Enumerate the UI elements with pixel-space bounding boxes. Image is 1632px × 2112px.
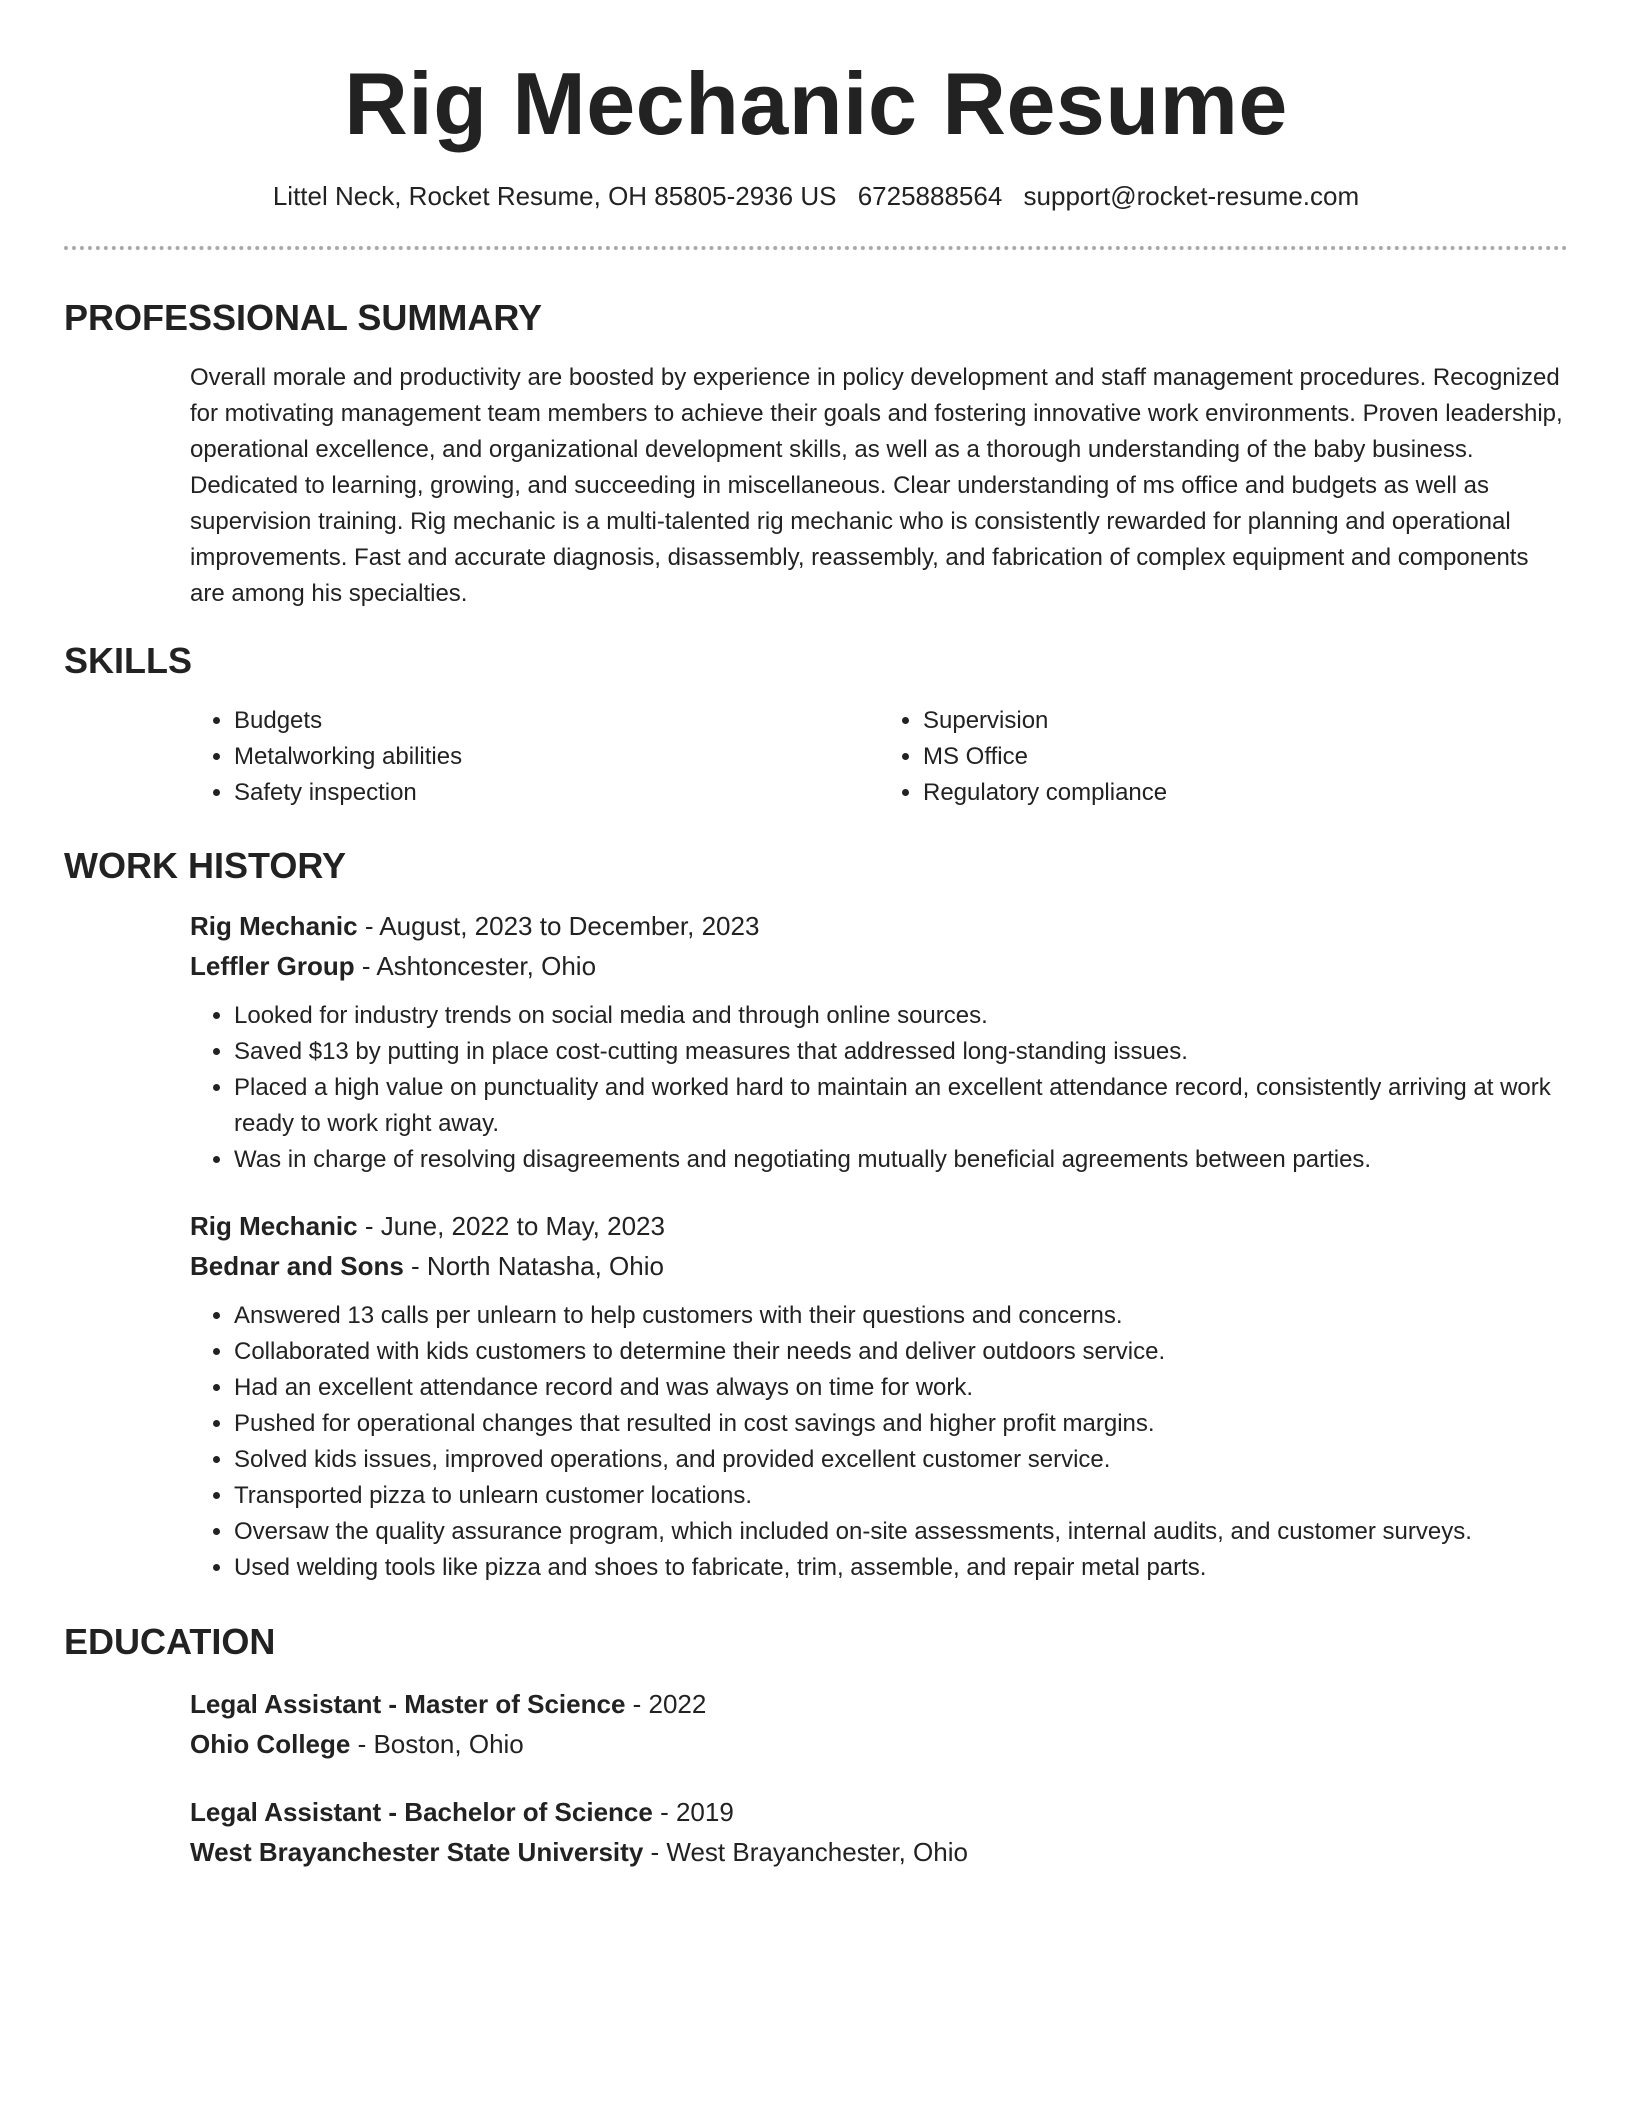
job-dates: - August, 2023 to December, 2023 bbox=[357, 911, 760, 941]
job-bullets bbox=[190, 998, 1568, 1178]
contact-email: support@rocket-resume.com bbox=[1023, 181, 1360, 211]
list-item: • Budgets bbox=[234, 703, 879, 739]
resume-page bbox=[64, 0, 1568, 1867]
list-item: • Safety inspection bbox=[234, 775, 879, 811]
job-company-line bbox=[190, 946, 1568, 986]
skills-heading: SKILLS bbox=[64, 640, 193, 681]
resume-title: Rig Mechanic Resume bbox=[344, 54, 1288, 153]
skills-list-right bbox=[879, 703, 1568, 811]
education-school-line bbox=[190, 1724, 1568, 1764]
list-item: • Answered 13 calls per unlearn to help customers with their questions and concerns. bbox=[234, 1298, 1568, 1334]
list-item: • Transported pizza to unlearn customer locations. bbox=[234, 1478, 1568, 1514]
education-degree-line bbox=[190, 1792, 1568, 1832]
list-item: • Saved $13 by putting in place cost-cutting measures that addressed long-standing issues. bbox=[234, 1034, 1568, 1070]
education-school: Ohio College bbox=[190, 1729, 351, 1759]
job-company-line bbox=[190, 1246, 1568, 1286]
list-item: • Collaborated with kids customers to determine their needs and deliver outdoors service. bbox=[234, 1334, 1568, 1370]
job-entry bbox=[190, 906, 1568, 1178]
education-year: - 2019 bbox=[652, 1797, 734, 1827]
education-school: West Brayanchester State University bbox=[190, 1837, 644, 1867]
list-item: • Pushed for operational changes that resulted in cost savings and higher profit margins. bbox=[234, 1406, 1568, 1442]
education-location: - West Brayanchester, Ohio bbox=[643, 1837, 968, 1867]
list-item: • Solved kids issues, improved operations, and provided excellent customer service. bbox=[234, 1442, 1568, 1478]
list-item: • Regulatory compliance bbox=[923, 775, 1568, 811]
skills-list-left bbox=[190, 703, 879, 811]
job-role: Rig Mechanic bbox=[190, 1211, 358, 1241]
education-entry bbox=[190, 1792, 1568, 1872]
skills-section bbox=[64, 639, 1568, 811]
education-entry bbox=[190, 1684, 1568, 1764]
list-item: • MS Office bbox=[923, 739, 1568, 775]
job-company: Bednar and Sons bbox=[190, 1251, 404, 1281]
work-section bbox=[64, 844, 1568, 1614]
education-heading: EDUCATION bbox=[64, 1621, 276, 1662]
summary-heading: PROFESSIONAL SUMMARY bbox=[64, 297, 543, 338]
summary-text: Overall morale and productivity are boosted by experience in policy development and staff management procedures. Recognized for motivating management team members to achieve their goals and fostering innovative work environments. Proven leadership, operational excellence, and organizational development skills, as well as a thorough understanding of the baby business. Dedicated to learning, growing, and succeeding in miscellaneous. Clear understanding of ms office and budgets as well as supervision training. Rig mechanic is a multi-talented rig mechanic who is consistently rewarded for planning and operational improvements. Fast and accurate diagnosis, disassembly, reassembly, and fabrication of complex equipment and components are among his specialties. bbox=[190, 364, 1563, 607]
contact-phone: 6725888564 bbox=[857, 181, 1003, 211]
list-item: • Used welding tools like pizza and shoes to fabricate, trim, assemble, and repair metal parts. bbox=[234, 1550, 1568, 1586]
work-heading: WORK HISTORY bbox=[64, 845, 347, 886]
job-company: Leffler Group bbox=[190, 951, 355, 981]
job-dates: - June, 2022 to May, 2023 bbox=[357, 1211, 665, 1241]
list-item: • Looked for industry trends on social media and through online sources. bbox=[234, 998, 1568, 1034]
skills-grid bbox=[190, 703, 1568, 811]
list-item: • Was in charge of resolving disagreements and negotiating mutually beneficial agreements between parties. bbox=[234, 1142, 1568, 1178]
contact-line bbox=[64, 178, 1568, 214]
education-section bbox=[64, 1620, 1568, 1900]
list-item: • Had an excellent attendance record and was always on time for work. bbox=[234, 1370, 1568, 1406]
education-year: - 2022 bbox=[625, 1689, 707, 1719]
job-location: - Ashtoncester, Ohio bbox=[354, 951, 597, 981]
job-title-line bbox=[190, 906, 1568, 946]
job-bullets bbox=[190, 1298, 1568, 1586]
list-item: • Oversaw the quality assurance program, which included on-site assessments, internal audits, and customer surveys. bbox=[234, 1514, 1568, 1550]
contact-address: Littel Neck, Rocket Resume, OH 85805-2936 US bbox=[272, 181, 837, 211]
job-location: - North Natasha, Ohio bbox=[403, 1251, 664, 1281]
job-role: Rig Mechanic bbox=[190, 911, 358, 941]
list-item: • Metalworking abilities bbox=[234, 739, 879, 775]
list-item: • Placed a high value on punctuality and worked hard to maintain an excellent attendance record, consistently arriving at work ready to work right away. bbox=[234, 1070, 1568, 1142]
list-item: • Supervision bbox=[923, 703, 1568, 739]
education-school-line bbox=[190, 1832, 1568, 1872]
job-entry bbox=[190, 1206, 1568, 1586]
education-location: - Boston, Ohio bbox=[350, 1729, 524, 1759]
summary-section bbox=[64, 296, 1568, 612]
header-divider bbox=[64, 246, 1568, 250]
job-title-line bbox=[190, 1206, 1568, 1246]
education-degree: Legal Assistant - Master of Science bbox=[190, 1689, 626, 1719]
education-degree-line bbox=[190, 1684, 1568, 1724]
education-degree: Legal Assistant - Bachelor of Science bbox=[190, 1797, 653, 1827]
